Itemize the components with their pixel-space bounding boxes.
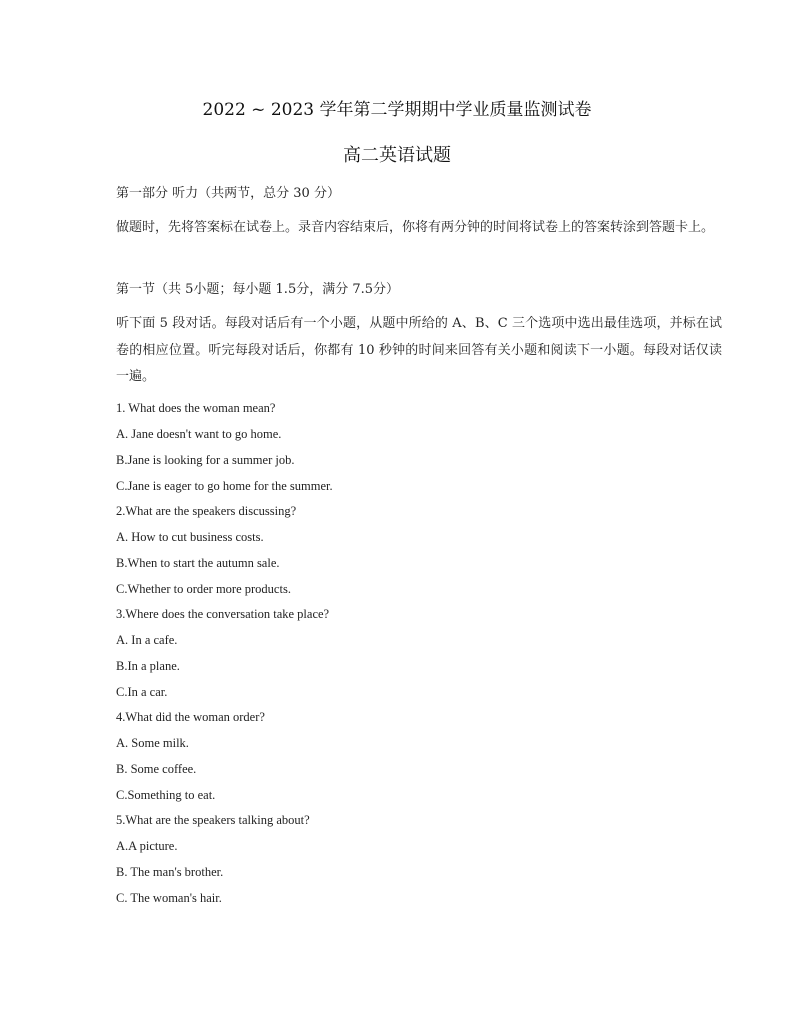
section1-heading: 第一节（共 5小题；每小题 1.5分，满分 7.5分） [116,282,400,297]
answer-option: C.In a car. [116,685,168,699]
section1-instructions: 听下面 5 段对话。每段对话后有一个小题，从题中所给的 A、B、C 三个选项中选出最佳选项，并标在试卷的相应位置。听完每段对话后，你都有 10 秒钟的时间来回答有关小题和阅读下一小题。每段对话仅读一遍。 [116,316,722,384]
part1-instructions: 做题时，先将答案标在试卷上。录音内容结束后，你将有两分钟的时间将试卷上的答案转涂到答题卡上。 [116,220,715,235]
exam-title: 2022 ~ 2023 学年第二学期期中学业质量监测试卷 [202,100,592,120]
question-stem: 5.What are the speakers talking about? [116,813,310,827]
answer-option: B.In a plane. [116,659,180,673]
answer-option: C. The woman's hair. [116,891,222,905]
answer-option: A. Some milk. [116,736,189,750]
answer-option: C.Something to eat. [116,788,216,802]
part1-heading: 第一部分 听力（共两节，总分 30 分） [116,186,340,201]
question-stem: 4.What did the woman order? [116,710,265,724]
answer-option: A. Jane doesn't want to go home. [116,427,282,441]
answer-option: A. How to cut business costs. [116,530,264,544]
answer-option: B.When to start the autumn sale. [116,556,280,570]
answer-option: C.Whether to order more products. [116,582,291,596]
answer-option: B. Some coffee. [116,762,197,776]
question-stem: 2.What are the speakers discussing? [116,504,297,518]
exam-subtitle: 高二英语试题 [343,145,451,166]
answer-option: A.A picture. [116,839,178,853]
question-stem: 3.Where does the conversation take place? [116,607,330,621]
question-stem: 1. What does the woman mean? [116,401,276,415]
answer-option: A. In a cafe. [116,633,178,647]
answer-option: C.Jane is eager to go home for the summer. [116,479,333,493]
answer-option: B.Jane is looking for a summer job. [116,453,295,467]
answer-option: B. The man's brother. [116,865,224,879]
